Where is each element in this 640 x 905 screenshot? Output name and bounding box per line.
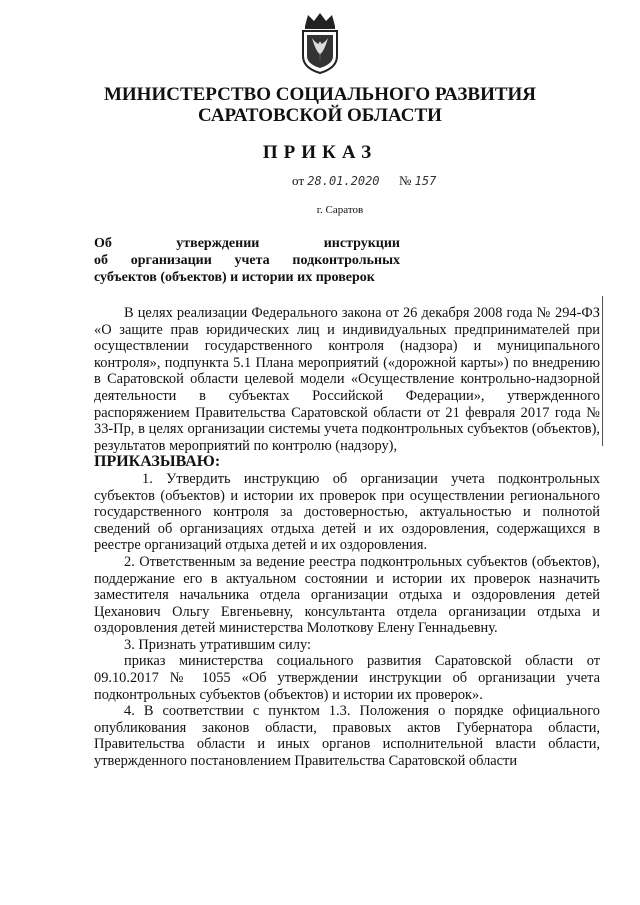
order-subject xyxy=(94,235,400,286)
order-item-3-text: приказ министерства социального развития Саратовской области от 09.10.2017 № 1055 «Об утверждении инструкции об организации учета подконтрольных субъектов (объектов) и истории их проверок». xyxy=(94,653,600,703)
subject-line: субъектов (объектов) и истории их проверок xyxy=(94,270,375,285)
order-number: 157 xyxy=(414,174,437,188)
number-prefix: № xyxy=(399,173,412,188)
preamble: В целях реализации Федерального закона от 26 декабря 2008 года № 294-ФЗ «О защите прав юридических лиц и индивидуальных предпринимателей при осуществлении государственного контроля (надзора) и муниципального контроля», подпункта 5.1 Плана мероприятий («дорожной карты») по внедрению в Саратовской области целевой модели «Осуществление контрольно-надзорной деятельности в субъектах Российской Федерации», утвержденного распоряжением Правительства Саратовской области от 21 февраля 2017 года № 33-Пр, в целях организации системы учета подконтрольных субъектов (объектов), результатов мероприятий по контролю (надзору), xyxy=(94,305,600,454)
subject-line: об организации учета подконтрольных xyxy=(94,253,400,268)
order-title: ПРИКАЗ xyxy=(262,142,378,163)
date-prefix: от xyxy=(292,173,305,188)
order-item-1: 1. Утвердить инструкцию об организации учета подконтрольных субъектов (объектов) и истории их проверок при осуществлении регионального государственного контроля за достоверностью, актуальностью и полнотой сведений об организациях отдыха детей и их оздоровления, содержащихся в реестре организаций отдыха детей и их оздоровления. xyxy=(94,470,600,554)
ministry-name-line2: САРАТОВСКОЙ ОБЛАСТИ xyxy=(198,105,442,126)
order-item-4: 4. В соответствии с пунктом 1.3. Положения о порядке официального опубликования законов области, правовых актов Губернатора области, Правительства области и иных органов исполнительной власти области, утвержденного постановлением Правительства Саратовской области xyxy=(94,703,600,770)
order-word: ПРИКАЗЫВАЮ: xyxy=(94,453,221,471)
subject-line: Об утверждении инструкции xyxy=(94,236,400,251)
order-item-3: 3. Признать утратившим силу: xyxy=(124,636,311,653)
margin-mark xyxy=(602,296,603,446)
order-item-2: 2. Ответственным за ведение реестра подконтрольных субъектов (объектов), поддержание его в актуальном состоянии и истории их проверок назначить заместителя начальника отдела организации отдыха и оздоровления детей Цеханович Ольгу Евгеньевну, консультанта отдела организации отдыха и оздоровления детей министерства Молоткову Елену Геннадьевну. xyxy=(94,553,600,637)
emblem-icon xyxy=(297,12,343,79)
order-body xyxy=(94,305,600,770)
city: г. Саратов xyxy=(316,204,364,216)
order-date: 28.01.2020 xyxy=(307,174,380,188)
ministry-name-line1: МИНИСТЕРСТВО СОЦИАЛЬНОГО РАЗВИТИЯ xyxy=(103,84,537,105)
order-meta xyxy=(292,173,436,189)
